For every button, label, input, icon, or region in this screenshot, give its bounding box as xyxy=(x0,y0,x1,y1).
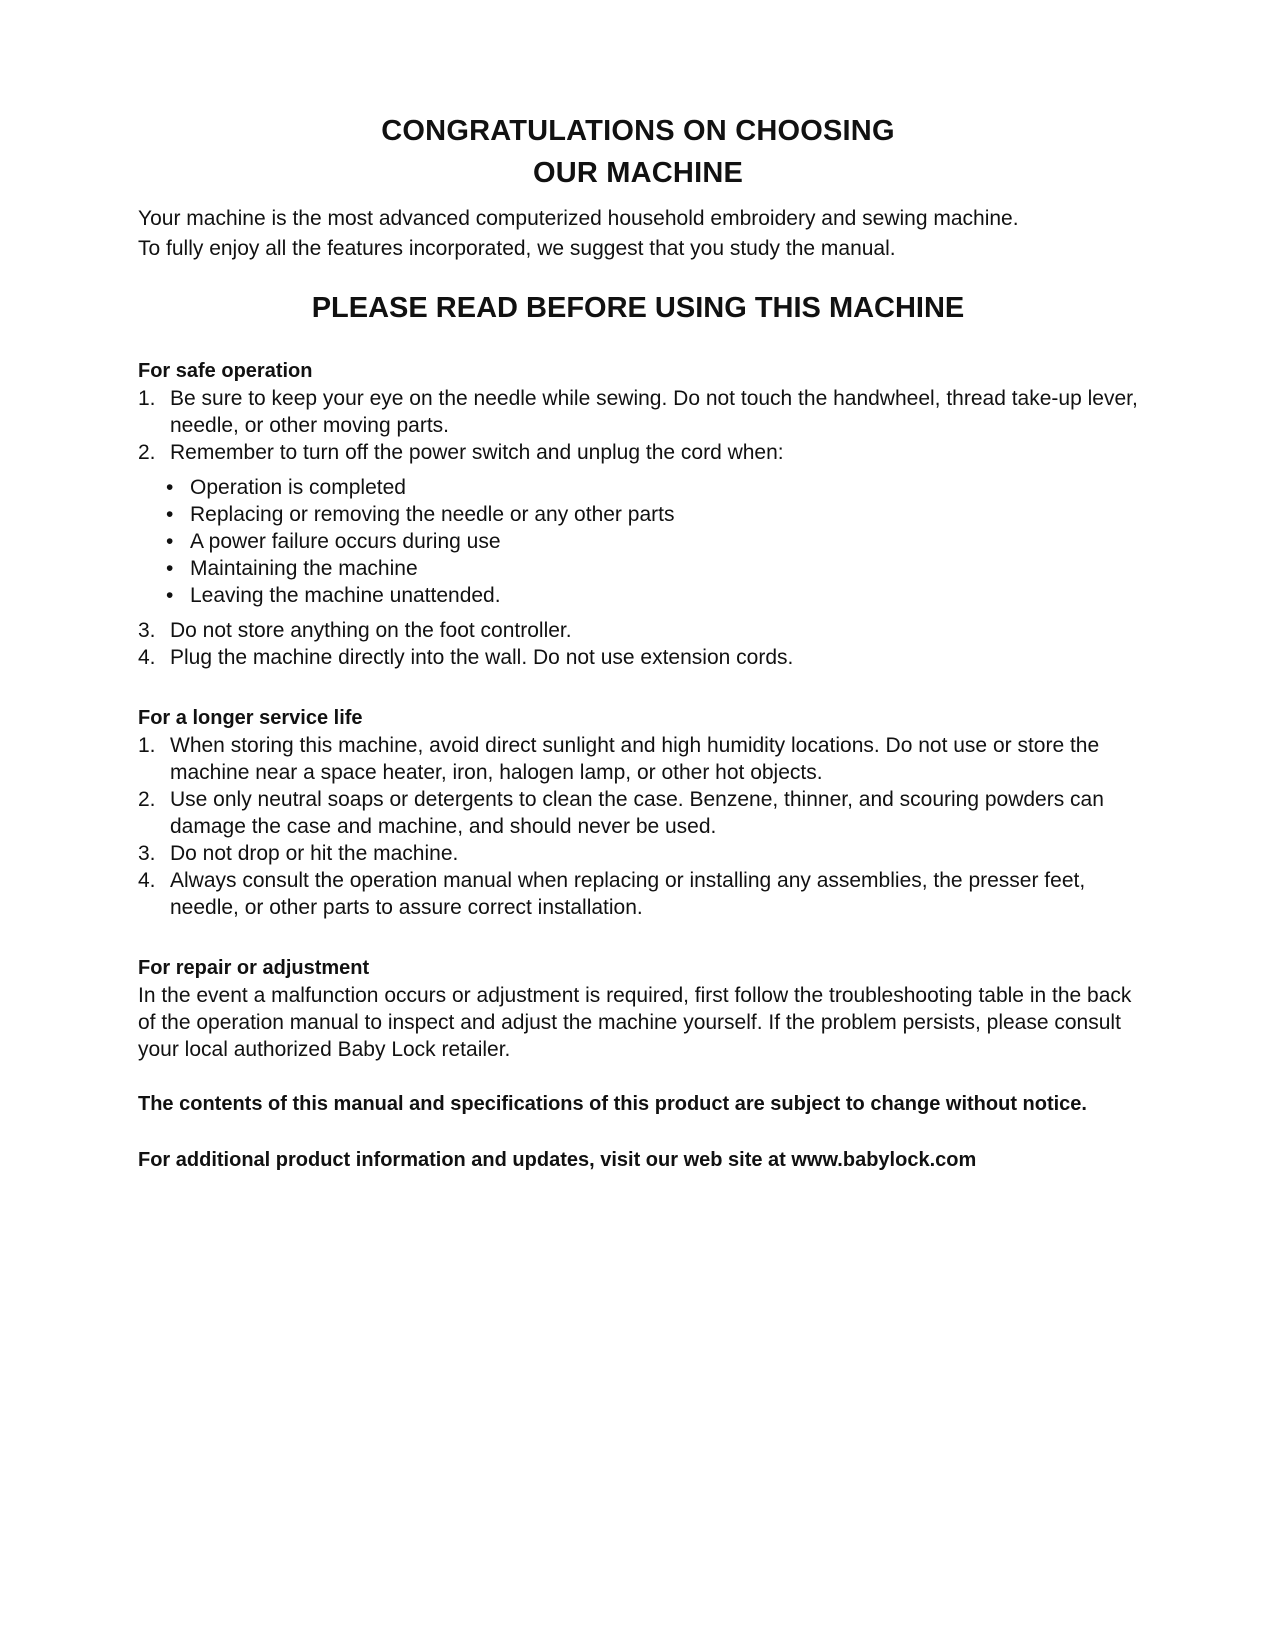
item-number: 2. xyxy=(138,441,156,464)
bullet-text: A power failure occurs during use xyxy=(190,530,501,553)
item-number: 2. xyxy=(138,788,156,811)
service-life-list xyxy=(138,732,1138,921)
bullet-text: Leaving the machine unattended. xyxy=(190,584,501,607)
safe-operation-section xyxy=(138,358,1138,671)
safe-operation-heading: For safe operation xyxy=(138,360,313,382)
page-title-line-2: OUR MACHINE xyxy=(532,157,744,189)
item-text: Be sure to keep your eye on the needle while sewing. Do not touch the handwheel, thread take-up lever, needle, or other moving parts. xyxy=(170,387,1138,437)
bullet-icon: • xyxy=(166,530,174,553)
item-number: 4. xyxy=(138,869,156,892)
repair-heading: For repair or adjustment xyxy=(138,957,370,979)
item-text: Remember to turn off the power switch and unplug the cord when: xyxy=(170,441,784,464)
bullet-item xyxy=(138,501,1138,528)
list-item xyxy=(138,644,1138,671)
change-notice: The contents of this manual and specifications of this product are subject to change without notice. xyxy=(138,1093,1087,1115)
bullet-icon: • xyxy=(166,584,174,607)
item-number: 3. xyxy=(138,842,156,865)
bullet-text: Replacing or removing the needle or any other parts xyxy=(190,503,675,526)
bullet-item xyxy=(138,474,1138,501)
item-number: 3. xyxy=(138,619,156,642)
list-item xyxy=(138,732,1138,786)
list-item xyxy=(138,439,1138,466)
bullet-text: Operation is completed xyxy=(190,476,406,499)
safe-operation-list xyxy=(138,385,1138,466)
page-title xyxy=(138,110,1138,194)
page-title-line-1: CONGRATULATIONS ON CHOOSING xyxy=(381,115,895,147)
service-life-section xyxy=(138,705,1138,921)
unplug-conditions-list xyxy=(138,474,1138,609)
item-number: 1. xyxy=(138,734,156,757)
intro-paragraph xyxy=(138,204,1138,264)
bullet-icon: • xyxy=(166,503,174,526)
service-life-heading: For a longer service life xyxy=(138,707,363,729)
intro-line-1: Your machine is the most advanced computerized household embroidery and sewing machine. xyxy=(138,207,1019,230)
bullet-item xyxy=(138,582,1138,609)
repair-section xyxy=(138,955,1138,1063)
bullet-item xyxy=(138,555,1138,582)
item-text: When storing this machine, avoid direct sunlight and high humidity locations. Do not use or store the machine near a space heater, iron, halogen lamp, or other hot objects. xyxy=(170,734,1100,784)
intro-line-2: To fully enjoy all the features incorporated, we suggest that you study the manual. xyxy=(138,237,896,260)
item-text: Do not drop or hit the machine. xyxy=(170,842,459,865)
manual-page xyxy=(138,110,1138,1174)
item-number: 4. xyxy=(138,646,156,669)
item-text: Use only neutral soaps or detergents to clean the case. Benzene, thinner, and scouring powders can damage the case and machine, and should never be used. xyxy=(170,788,1104,838)
bullet-text: Maintaining the machine xyxy=(190,557,418,580)
bullet-icon: • xyxy=(166,476,174,499)
item-number: 1. xyxy=(138,387,156,410)
section-title: PLEASE READ BEFORE USING THIS MACHINE xyxy=(311,292,965,324)
list-item xyxy=(138,840,1138,867)
bullet-item xyxy=(138,528,1138,555)
list-item xyxy=(138,867,1138,921)
repair-paragraph: In the event a malfunction occurs or adjustment is required, first follow the troubleshooting table in the back of the operation manual to inspect and adjust the machine yourself. If the problem persists, please consult your local authorized Baby Lock retailer. xyxy=(138,984,1132,1061)
list-item xyxy=(138,786,1138,840)
list-item xyxy=(138,385,1138,439)
website-notice: For additional product information and updates, visit our web site at www.babylock.com xyxy=(138,1149,977,1171)
item-text: Always consult the operation manual when replacing or installing any assemblies, the presser feet, needle, or other parts to assure correct installation. xyxy=(170,869,1086,919)
item-text: Do not store anything on the foot controller. xyxy=(170,619,572,642)
item-text: Plug the machine directly into the wall. Do not use extension cords. xyxy=(170,646,794,669)
safe-operation-list-continued xyxy=(138,617,1138,671)
list-item xyxy=(138,617,1138,644)
bullet-icon: • xyxy=(166,557,174,580)
